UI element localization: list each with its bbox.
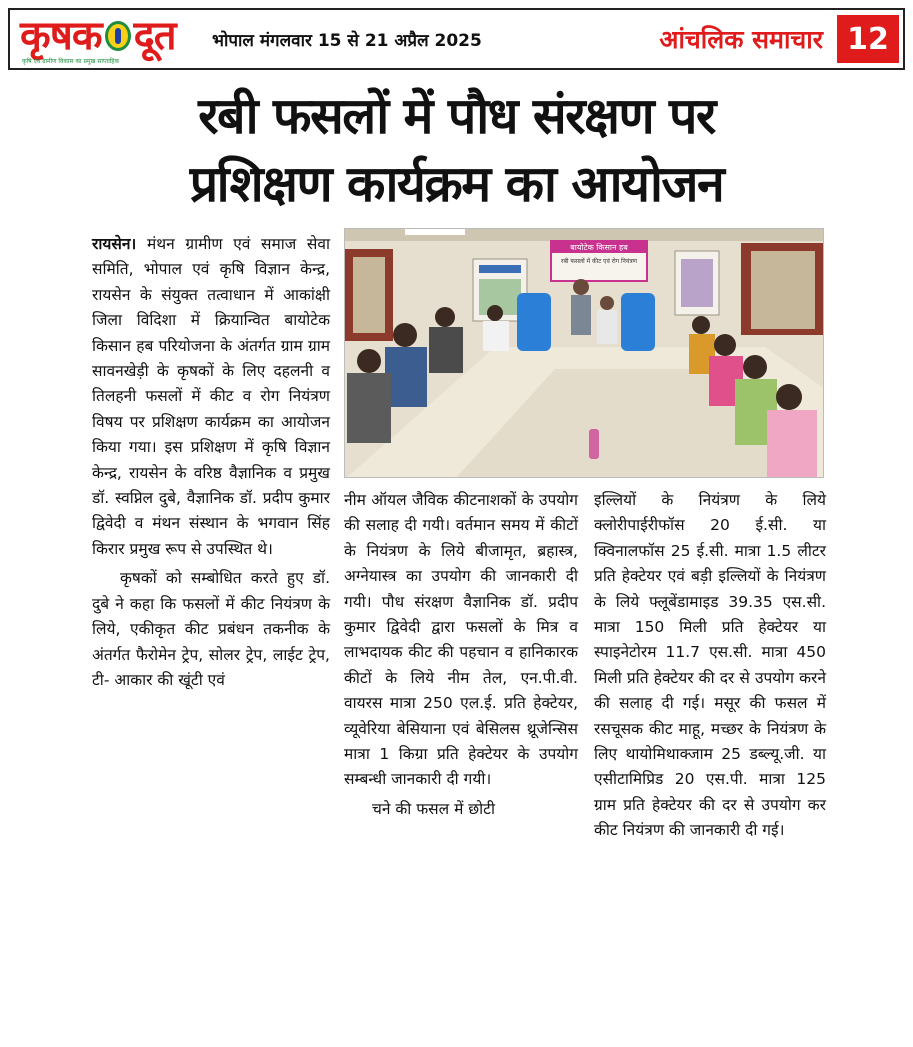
paragraph-text: मंथन ग्रामीण एवं समाज सेवा समिति, भोपाल एवं कृषि विज्ञान केन्द्र, रायसेन के संयुक्त तत्वाधान में आकांक्षी जिला विदिशा में क्रियान्वित बायोटेक किसान हब परियोजना के अंतर्गत ग्राम ग्राम सावनखेड़ी के कृषकों के लिए दहलनी व तिलहनी फसलों में कीट व रोग नियंत्रण विषय पर प्रशिक्षण कार्यक्रम का आयोजन किया गया। इस प्रशिक्षण में कृषि विज्ञान केन्द्र, रायसेन के वरिष्ठ वैज्ञानिक व प्रमुख डॉ. स्वप्निल दुबे, वैज्ञानिक डॉ. प्रदीप कुमार द्विवेदी व मंथन संस्थान के भगवान सिंह किरार प्रमुख रूप से उपस्थित थे। (92, 235, 330, 558)
issue-dateline: भोपाल मंगलवार 15 से 21 अप्रैल 2025 (212, 30, 482, 51)
section-title: आंचलिक समाचार (659, 25, 823, 54)
event-photo (344, 228, 824, 478)
paragraph: चने की फसल में छोटी (372, 799, 495, 818)
article-dateline-place: रायसेन। (92, 235, 137, 253)
newspaper-logo (10, 10, 206, 68)
logo-word-right: दूत (133, 12, 176, 59)
paragraph: नीम ऑयल जैविक कीटनाशकों के उपयोग की सलाह दी गयी। वर्तमान समय में कीटों के नियंत्रण के लिये बीजामृत, ब्रहास्त्र, अग्नेयास्त्र का उपयोग की जानकारी दी गयी। पौध संरक्षण वैज्ञानिक डॉ. प्रदीप कुमार द्विवेदी द्वारा फसलों के मित्र व लाभदायक कीट की पहचान व हानिकारक कीटों के लिये नीम तेल, एन.पी.वी. वायरस मात्रा 250 एल.ई. प्रति हेक्टेयर, व्यूवेरिया बेसियाना एवं बेसिलस थ्रूजेन्सिस मात्रा 1 किग्रा प्रति हेक्टेयर के उपयोग सम्बन्धी जानकारी दी गयी। (344, 491, 578, 789)
headline-line-2: प्रशिक्षण कार्यक्रम का आयोजन (189, 155, 724, 213)
photo-banner-title: बायोटेक किसान हब (570, 243, 628, 252)
photo-banner-subtitle: रबी फसलों में कीट एवं रोग नियंत्रण (560, 258, 638, 265)
article-column-3 (594, 488, 826, 848)
paragraph: कृषकों को सम्बोधित करते हुए डॉ. दुबे ने कहा कि फसलों में कीट नियंत्रण के लिये, एकीकृत कीट प्रबंधन तकनीक के अंतर्गत फैरोमेन ट्रेप, सोलर ट्रेप, लाईट ट्रेप, टी- आकार की खूंटी एवं (92, 569, 330, 689)
masthead (8, 8, 905, 70)
article-column-2 (344, 488, 578, 826)
training-session-photo (345, 229, 824, 478)
headline-line-1: रबी फसलों में पौध संरक्षण पर (198, 87, 715, 145)
paragraph (92, 232, 330, 562)
logo-tagline: कृषि एवं ग्रामीण विकास का प्रमुख साप्ताहिक (22, 58, 120, 65)
page-number: 12 (837, 15, 899, 63)
article-column-1 (92, 232, 330, 697)
farmer-emblem-icon (105, 21, 131, 51)
article-headline (0, 82, 913, 218)
paragraph: इल्लियों के नियंत्रण के लिये क्लोरीपाईरीफॉस 20 ई.सी. या क्विनालफॉस 25 ई.सी. मात्रा 1.5 लीटर प्रति हेक्टेयर एवं बड़ी इल्लियों के नियंत्रण के लिये फ्लूबेंडामाइड 39.35 एस.सी. मात्रा 150 मिली प्रति हेक्टेयर या स्पाइनेटोरम 11.7 एस.सी. मात्रा 450 मिली प्रति हेक्टेयर की दर से उपयोग करने की सलाह दी गई। मसूर की फसल में रसचूसक कीट माहू, मच्छर के नियंत्रण के लिए थायोमिथाक्जाम 25 डब्ल्यू.जी. या एसीटामिप्रिड 20 एस.पी. मात्रा 125 ग्राम प्रति हेक्टेयर की दर से उपयोग कर कीट नियंत्रण की जानकारी दी गई। (594, 491, 826, 840)
logo-word-left: कृषक (20, 12, 102, 59)
